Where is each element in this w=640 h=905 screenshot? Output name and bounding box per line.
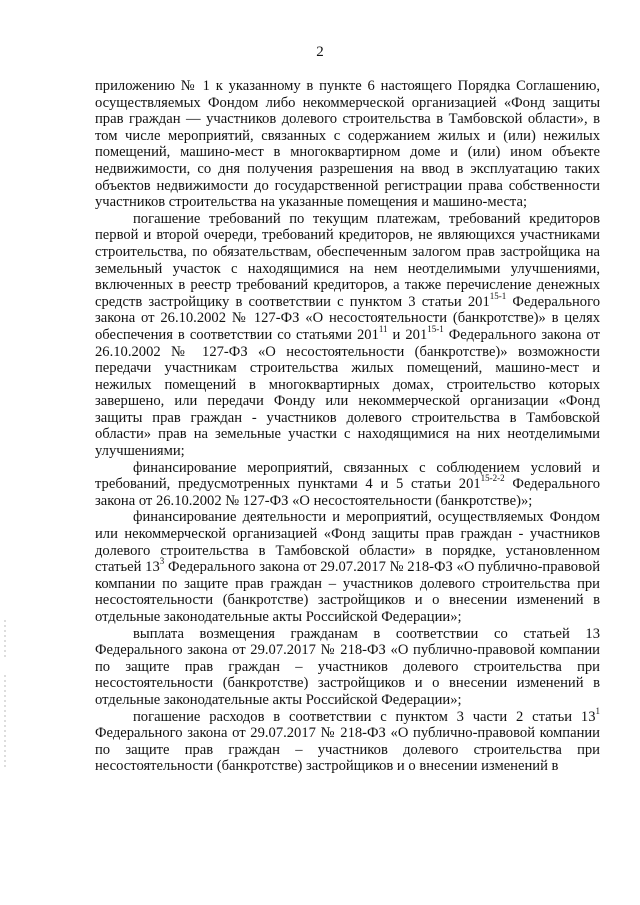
page-number: 2 [316,44,324,60]
paragraph [95,509,600,625]
text-run: Федерального закона от 29.07.2017 № 218-ФЗ «О публично-правовой компании по защите прав граждан – участников долевого строительства при несостоятельности (банкротстве) застройщиков и о внесении изменений в [95,725,600,775]
text-run: приложению № 1 к указанному в пункте 6 настоящего Порядка Соглашению, осуществляемых Фондом либо некоммерческой организацией «Фонд защиты прав граждан — участников долевого строительства в Тамбовской области», в том числе мероприятий, связанных с содержанием жилых и (или) нежилых помещений, машино-мест в многоквартирном доме и (или) ином объекте недвижимости, со дня получения разрешения на ввод в эксплуатацию таких объектов недвижимости до государственной регистрации права собственности участников строительства на указанные помещения и машино-места; [95,78,600,211]
text-run: финансирование деятельности и мероприятий, осуществляемых Фондом или некоммерческой организацией «Фонд защиты прав граждан - участников долевого строительства в Тамбовской области» в порядке, установленном статьей 13 [95,509,600,576]
text-run: и 201 [387,326,428,343]
text-run: финансирование мероприятий, связанных с соблюдением условий и требований, предусмотренных пунктами 4 и 5 статьи 201 [95,459,600,493]
margin-stamp-mark [2,620,8,770]
superscript: 3 [159,556,165,567]
superscript: 11 [378,324,388,335]
text-run: Федерального закона от 26.10.2002 № 127-ФЗ «О несостоятельности (банкротстве)»; [95,476,600,509]
superscript: 15-1 [489,290,507,301]
paragraph [95,211,600,460]
paragraph [95,460,600,510]
text-run: Федерального закона от 26.10.2002 № 127-ФЗ «О несостоятельности (банкротстве)» возможности передачи участникам строительства жилых помещений, машино-мест и нежилых помещений в многоквартирных домах, строительство которых завершено, или передачи Фонду или некоммерческой организации «Фонд защиты прав граждан - участников долевого строительства в Тамбовской области» прав на земельные участки с находящимися на них неотделимыми улучшениями; [95,326,601,460]
paragraph [95,78,600,211]
text-run: выплата возмещения гражданам в соответствии со статьей 13 Федерального закона от 29.07.2017 № 218-ФЗ «О публично-правовой компании по защите прав граждан – участников долевого строительства при несостоятельности (банкротстве) застройщиков и о внесении изменений в отдельные законодательные акты Российской Федерации»; [95,625,600,708]
paragraph [95,626,600,709]
text-run: Федерального закона от 26.10.2002 № 127-ФЗ «О несостоятельности (банкротстве)» в целях обеспечения в соответствии со статьями 201 [95,293,601,343]
text-run: погашение расходов в соответствии с пунктом 3 части 2 статьи 13 [133,708,596,725]
superscript: 15-2-2 [480,473,505,484]
text-run: погашение требований по текущим платежам, требований кредиторов первой и второй очереди, требований кредиторов, не являющихся участниками строительства, по обязательствам, обеспеченным залогом прав застройщика на земельный участок с находящимися на нем неотделимыми улучшениями, включенных в реестр требований кредиторов, а также перечисление денежных средств застройщику в соответствии с пунктом 3 статьи 201 [95,210,600,310]
superscript: 1 [595,705,600,716]
text-run: Федерального закона от 29.07.2017 № 218-ФЗ «О публично-правовой компании по защите прав граждан – участников долевого строительства при несостоятельности (банкротстве) застройщиков и о внесении изменений в отдельные законодательные акты Российской Федерации»; [95,559,600,625]
superscript: 15-1 [427,324,444,335]
paragraph [95,705,600,775]
document-body [95,78,600,775]
